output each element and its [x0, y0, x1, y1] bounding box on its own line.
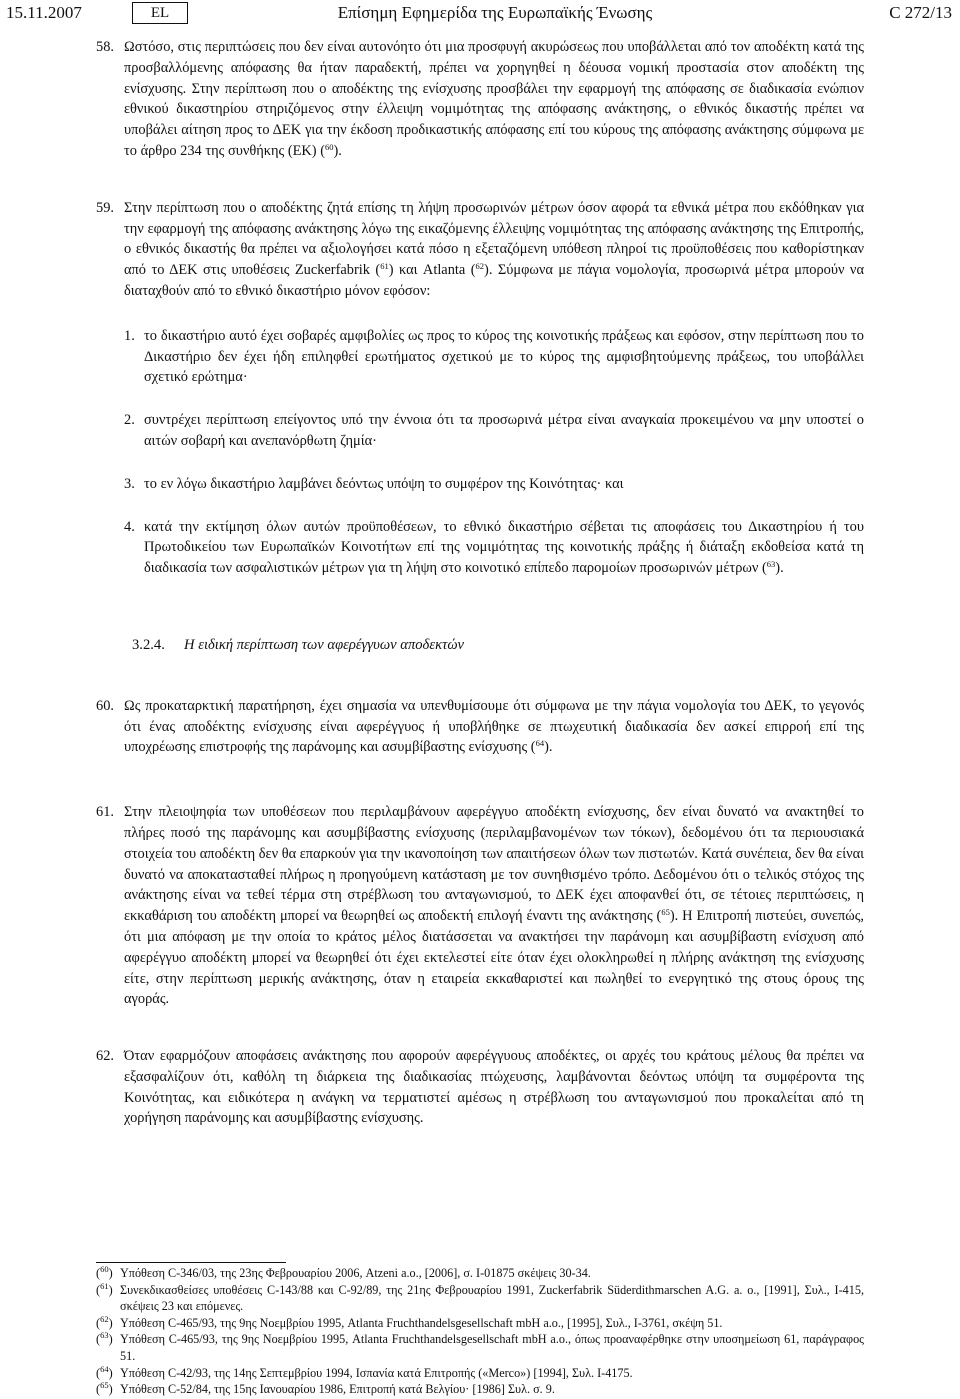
- paragraph-number: 58.: [96, 39, 114, 55]
- list-item-number: 3.: [124, 475, 135, 492]
- section-heading: [132, 635, 864, 656]
- paragraph-number: 59.: [96, 199, 114, 216]
- footnote-number: ($^{63}$): [96, 1330, 113, 1347]
- page-header: [0, 0, 960, 28]
- list-item-text: το εν λόγω δικαστήριο λαμβάνει δεόντως υπόψη το συμφέρον της Κοινότητας· και: [144, 475, 624, 492]
- list-item-number: 2.: [124, 412, 135, 429]
- footnote-ref-64[interactable]: 64: [535, 738, 545, 749]
- paragraph-text: Ωστόσο, στις περιπτώσεις που δεν είναι αυτονόητο ότι μια προσφυγή ακυρώσεως που υποβάλλεται από τον αποδέκτη κατά της προσβαλλόμενης απόφασης θα ήταν παραδεκτή, πρέπει να χορηγηθεί η δέουσα νομική προστασία στον αποδέκτη της ενίσχυσης. Στην περίπτωση που ο αποδέκτης της ενίσχυσης προσβάλει την εφαρμογή της απόφασης σε διαδικασία ενώπιον εθνικού δικαστηρίου στηριζόμενος στην έλλειψη νομιμότητας της απόφασης ανάκτησης, ο εθνικός δικαστής πρέπει να υποβάλει αίτηση προς το ΔΕΚ για την έκδοση προδικαστικής απόφασης επί του κύρους της απόφασης ανάκτησης σύμφωνα με το άρθρο 234 της συνθήκης (ΕΚ) ($^{60}$).: [124, 39, 864, 159]
- footnote-text: Συνεκδικασθείσες υποθέσεις C-143/88 και C-92/89, της 21ης Φεβρουαρίου 1991, Zuckerfabrik Süderdithmarschen A.G. a. o., [1991], Συλ., I-415, σκέψεις 23 και επόμενες.: [120, 1282, 864, 1314]
- footnote-ref-61[interactable]: 61: [380, 261, 389, 272]
- paragraph-number: 61.: [96, 804, 114, 821]
- footnote-text: Υπόθεση C-465/93, της 9ης Νοεμβρίου 1995, Atlanta Fruchthandelsgesellschaft mbH a.o., [1995], Συλ., I-3761, σκέψη 51.: [120, 1315, 723, 1330]
- issue-date: 15.11.2007: [6, 3, 82, 22]
- footnote-divider: [96, 1262, 286, 1263]
- footnote: [96, 1315, 864, 1332]
- paragraph-62: [96, 1046, 864, 1129]
- paragraph-number: 62.: [96, 1048, 114, 1065]
- footnotes: [96, 1262, 864, 1398]
- section-number: 3.2.4.: [132, 636, 165, 653]
- footnote-number: ($^{65}$): [96, 1380, 113, 1397]
- list-item: [124, 474, 864, 495]
- paragraph-text: Στην περίπτωση που ο αποδέκτης ζητά επίσης τη λήψη προσωρινών μέτρων όσον αφορά τα εθνικά μέτρα που εκδόθηκαν για την εφαρμογή της απόφασης ανάκτησης λόγω της εικαζόμενης έλλειψης νομιμότητας της απόφασης ανάκτησης της Επιτροπής, ο εθνικός δικαστής θα πρέπει να αξιολογήσει κατά πόσο η εξεταζόμενη υπόθεση πληροί τις προϋποθέσεις που καθορίστηκαν από το ΔΕΚ στις υποθέσεις Zuckerfabrik ($^{61}$) και Atlanta ($^{62}$). Σύμφωνα με πάγια νομολογία, προσωρινά μέτρα μπορούν να διαταχθούν από το εθνικό δικαστήριο μόνον εφόσον:: [124, 199, 864, 299]
- list-item-text: συντρέχει περίπτωση επείγοντος υπό την έννοια ότι τα προσωρινά μέτρα είναι αναγκαία προκειμένου να μην υποστεί ο αιτών σοβαρή και ανεπανόρθωτη ζημία·: [144, 412, 864, 449]
- paragraph-number: 60.: [96, 697, 114, 714]
- section-title: Η ειδική περίπτωση των αφερέγγυων αποδεκτών: [184, 636, 464, 653]
- footnote-ref-63[interactable]: 63: [766, 559, 776, 570]
- page-reference: C 272/13: [889, 3, 952, 22]
- footnote-text: Υπόθεση C-346/03, της 23ης Φεβρουαρίου 2006, Atzeni a.o., [2006], σ. I-01875 σκέψεις 30-34.: [120, 1266, 591, 1280]
- footnote-number: ($^{61}$): [96, 1280, 113, 1297]
- footnote: [96, 1381, 864, 1398]
- list-item-number: 1.: [124, 327, 135, 344]
- paragraph-text: Ως προκαταρκτική παρατήρηση, έχει σημασία να υπενθυμίσουμε ότι σύμφωνα με την πάγια νομολογία του ΔΕΚ, το γεγονός ότι ένας αποδέκτης ενίσχυσης είναι αφερέγγυος ή υποβλήθηκε σε πτωχευτική διαδικασία δεν ασκεί επιρροή επί της υποχρέωσης επιστροφής της παράνομης και ασυμβίβαστης ενίσχυσης ($^{64}$).: [124, 697, 864, 756]
- paragraph-61: [96, 802, 864, 1010]
- list-item-number: 4.: [124, 518, 135, 535]
- language-badge: EL: [132, 2, 188, 24]
- list-item: [124, 326, 864, 388]
- footnote-number: ($^{64}$): [96, 1363, 113, 1380]
- paragraph-text: Στην πλειοψηφία των υποθέσεων που περιλαμβάνουν αφερέγγυο αποδέκτη ενίσχυσης, δεν είναι δυνατό να ανακτηθεί το πλήρες ποσό της παράνομης και ασυμβίβαστης ενίσχυσης (περιλαμβανομένων των τόκων), δεδομένου ότι τα περιουσιακά στοιχεία του αποδέκτη δεν θα επαρκούν για την ικανοποίηση των απαιτήσεων όλων των πιστωτών. Κατά συνέπεια, δεν θα είναι δυνατό να αποκατασταθεί πλήρως η προηγούμενη κατάσταση με τον συνηθισμένο τρόπο. Δεδομένου ότι ο τελικός στόχος της ανάκτησης είναι να τεθεί τέρμα στη στρέβλωση του ανταγωνισμού, το ΔΕΚ έχει αποφανθεί ότι, σε τέτοιες περιπτώσεις, η εκκαθάριση του αποδέκτη μπορεί να θεωρηθεί ως αποδεκτή επιλογή έναντι της ανάκτησης ($^{65}$). Η Επιτροπή πιστεύει, συνεπώς, ότι μια απόφαση με την οποία το κράτος μέλος διατάσσεται να ανακτήσει την παράνομη και ασυμβίβαστη ενίσχυση από αφερέγγυο αποδέκτη μπορεί να θεωρηθεί ότι έχει εκτελεστεί είτε όταν έχει ολοκληρωθεί η πλήρης ανάκτηση της ενίσχυσης είτε, στην περίπτωση μερικής ανάκτησης, όταν η εταιρεία εκκαθαριστεί και πωληθεί το ενεργητικό της στους όρους της αγοράς.: [124, 804, 864, 1008]
- journal-title: Επίσημη Εφημερίδα της Ευρωπαϊκής Ένωσης: [337, 3, 653, 22]
- paragraph-60: [96, 696, 864, 758]
- paragraph-59: [96, 198, 864, 302]
- footnote-number: ($^{62}$): [96, 1313, 113, 1330]
- list-item-text: το δικαστήριο αυτό έχει σοβαρές αμφιβολίες ως προς το κύρος της κοινοτικής πράξεως και εφόσον, στην περίπτωση που το Δικαστήριο δεν έχει ήδη επιληφθεί ερωτήματος σχετικού με το κύρος της αμφισβητούμενης πράξεως, του υποβάλλει σχετικό ερώτημα·: [144, 327, 864, 386]
- list-item: [124, 517, 864, 579]
- footnote-ref-62[interactable]: 62: [475, 261, 485, 272]
- paragraph-58: [96, 37, 864, 162]
- footnote-ref-60[interactable]: 60: [325, 141, 334, 152]
- footnote-number: ($^{60}$): [96, 1264, 113, 1280]
- footnote: [96, 1265, 864, 1282]
- footnote-text: Υπόθεση C-42/93, της 14ης Σεπτεμβρίου 1994, Ισπανία κατά Επιτροπής («Merco») [1994], Συλ. I-4175.: [120, 1365, 633, 1380]
- footnote: [96, 1331, 864, 1364]
- footnote: [96, 1365, 864, 1382]
- footnote-text: Υπόθεση C-465/93, της 9ης Νοεμβρίου 1995, Atlanta Fruchthandelsgesellschaft mbH a.o., όπως προαναφέρθηκε στην υποσημείωση 61, παράγραφος 51.: [120, 1332, 864, 1363]
- footnote-text: Υπόθεση C-52/84, της 15ης Ιανουαρίου 1986, Επιτροπή κατά Βελγίου· [1986] Συλ. σ. 9.: [120, 1382, 555, 1397]
- paragraph-text: Όταν εφαρμόζουν αποφάσεις ανάκτησης που αφορούν αφερέγγυους αποδέκτες, οι αρχές του κράτους μέλους θα πρέπει να εξασφαλίζουν ότι, καθόλη τη διάρκεια της διαδικασίας πτώχευσης, λαμβάνονται δεόντως υπόψη τα συμφέροντα της Κοινότητας, και ειδικότερα η ανάγκη να τερματιστεί αμέσως η στρέβλωση του ανταγωνισμού που προκαλείται από τη χορήγηση παράνομης και ασυμβίβαστης ενίσχυσης.: [124, 1048, 864, 1127]
- footnote-ref-65[interactable]: 65: [661, 907, 670, 918]
- list-item-text: κατά την εκτίμηση όλων αυτών προϋποθέσεων, το εθνικό δικαστήριο σέβεται τις αποφάσεις του Δικαστηρίου ή του Πρωτοδικείου των Ευρωπαϊκών Κοινοτήτων επί της νομιμότητας της κοινοτικής πράξης ή διάταξη εκδοθείσα κατά τη διαδικασία των ασφαλιστικών μέτρων για τη λήψη στο κοινοτικό επίπεδο παρομοίων προσωρινών μέτρων ($^{63}$).: [144, 518, 864, 577]
- document-body: [96, 37, 864, 1129]
- conditions-list: [124, 326, 864, 579]
- list-item: [124, 410, 864, 452]
- footnote: [96, 1282, 864, 1315]
